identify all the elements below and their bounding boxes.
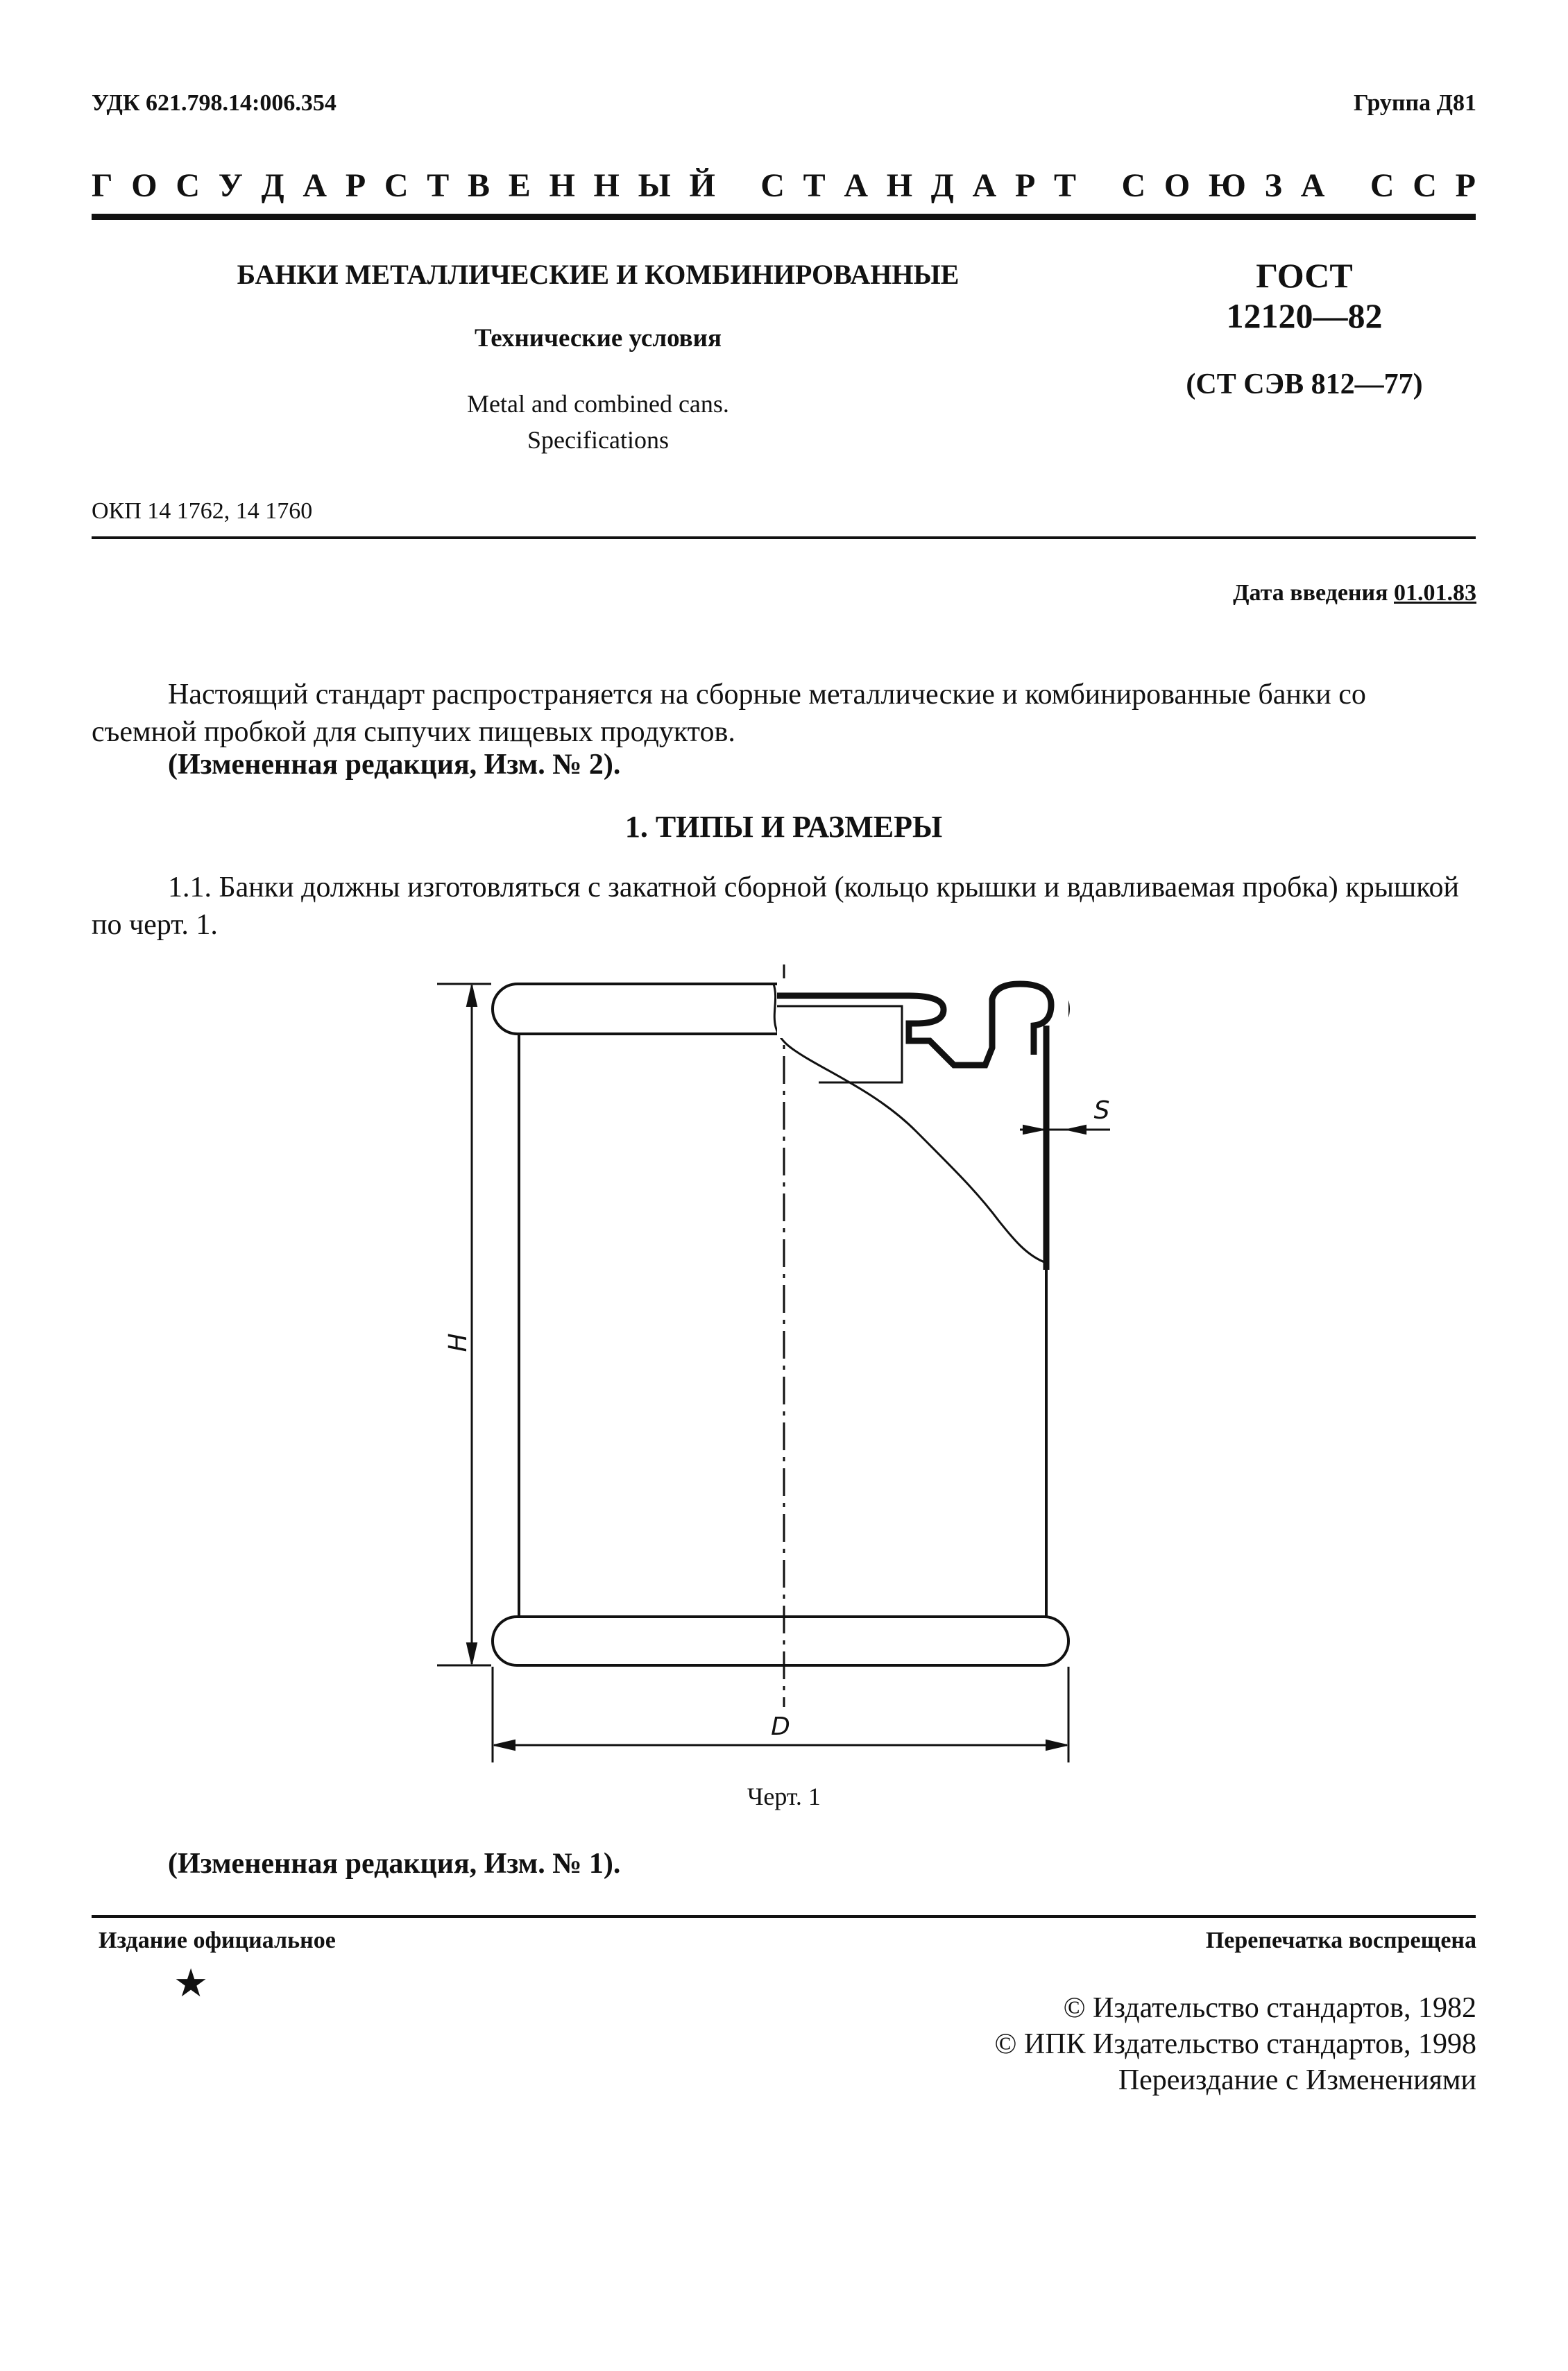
banner-letter: [734, 167, 742, 205]
figure-caption: Черт. 1: [747, 1783, 821, 1810]
bottom-rim: [493, 1617, 1068, 1665]
clause-amendment: (Измененная редакция, Изм. № 1).: [168, 1848, 621, 1880]
banner-letter: С: [1413, 167, 1437, 204]
state-standard-banner: [92, 167, 1476, 205]
st-sev-number: (СТ СЭВ 812—77): [1186, 368, 1423, 400]
copyright-block: [994, 1990, 1476, 2098]
introduction-date: [1233, 580, 1476, 606]
document-title: БАНКИ МЕТАЛЛИЧЕСКИЕ И КОМБИНИРОВАННЫЕ: [237, 259, 960, 290]
banner-letter: Н: [549, 167, 575, 204]
document-subtitle: Технические условия: [475, 324, 722, 352]
banner-letter: А: [302, 167, 327, 204]
okp-code: ОКП 14 1762, 14 1760: [92, 498, 313, 524]
group-code: Группа Д81: [1353, 90, 1476, 116]
banner-letter: А: [1300, 167, 1325, 204]
date-value: 01.01.83: [1394, 580, 1476, 606]
s-label: S: [1093, 1096, 1110, 1125]
reissue-note: Переиздание с Изменениями: [1118, 2064, 1476, 2096]
english-title-line2: Specifications: [527, 426, 669, 454]
banner-letter: Т: [427, 167, 450, 204]
banner-letter: У: [218, 167, 243, 204]
banner-letter: С: [176, 167, 200, 204]
banner-letter: Г: [92, 167, 113, 204]
date-label: Дата введения: [1233, 580, 1388, 606]
clause-1-1: 1.1. Банки должны изготовляться с закатной сборной (кольцо крышки и вдавливаемая пробка) крышкой по черт. 1.: [92, 872, 1460, 941]
gost-number: [1152, 255, 1457, 336]
banner-letter: Й: [689, 167, 715, 204]
banner-letter: Т: [1053, 167, 1076, 204]
reprint-prohibited: Перепечатка воспрещена: [1205, 1928, 1476, 1953]
banner-letter: Е: [508, 167, 531, 204]
banner-letter: Ю: [1208, 167, 1246, 204]
intro-paragraph: Настоящий стандарт распространяется на сборные металлические и комбинированные банки со съемной пробкой для сыпучих пищевых продуктов.: [92, 679, 1366, 748]
banner-letter: Т: [803, 167, 826, 204]
banner-letter: Р: [1014, 167, 1036, 204]
h-label: H: [444, 1333, 472, 1352]
official-edition: Издание официальное: [99, 1928, 336, 1953]
d-label: D: [771, 1713, 790, 1741]
banner-letter: Д: [930, 167, 954, 204]
header-rule: [92, 214, 1476, 220]
banner-letter: Д: [261, 167, 284, 204]
banner-letter: Р: [1455, 167, 1476, 204]
udk-code: УДК 621.798.14:006.354: [92, 90, 336, 116]
banner-letter: С: [1370, 167, 1395, 204]
copyright-1998: © ИПК Издательство стандартов, 1998: [994, 2028, 1476, 2060]
banner-letter: С: [760, 167, 785, 204]
banner-letter: А: [844, 167, 869, 204]
star-icon: ★: [173, 1961, 209, 2006]
gost-code: 12120—82: [1226, 296, 1383, 335]
banner-letter: Ы: [638, 167, 671, 204]
can-drawing: [430, 964, 1193, 1769]
banner-letter: З: [1264, 167, 1282, 204]
banner-letter: С: [384, 167, 409, 204]
banner-letter: Н: [593, 167, 620, 204]
english-title-line1: Metal and combined cans.: [467, 390, 729, 418]
banner-letter: С: [1121, 167, 1146, 204]
banner-letter: О: [131, 167, 157, 204]
banner-letter: Н: [886, 167, 913, 204]
footer-rule: [92, 1915, 1476, 1918]
banner-letter: О: [1164, 167, 1191, 204]
copyright-1982: © Издательство стандартов, 1982: [1063, 1992, 1476, 2024]
banner-letter: [1343, 167, 1352, 205]
section-title: 1. ТИПЫ И РАЗМЕРЫ: [624, 810, 943, 844]
banner-letter: Р: [345, 167, 366, 204]
english-title: [92, 386, 1105, 458]
banner-letter: [1095, 167, 1103, 205]
gost-label: ГОСТ: [1256, 256, 1353, 295]
intro-amendment: (Измененная редакция, Изм. № 2).: [168, 749, 621, 781]
okp-rule: [92, 536, 1476, 539]
banner-letter: В: [467, 167, 490, 204]
banner-letter: А: [972, 167, 997, 204]
